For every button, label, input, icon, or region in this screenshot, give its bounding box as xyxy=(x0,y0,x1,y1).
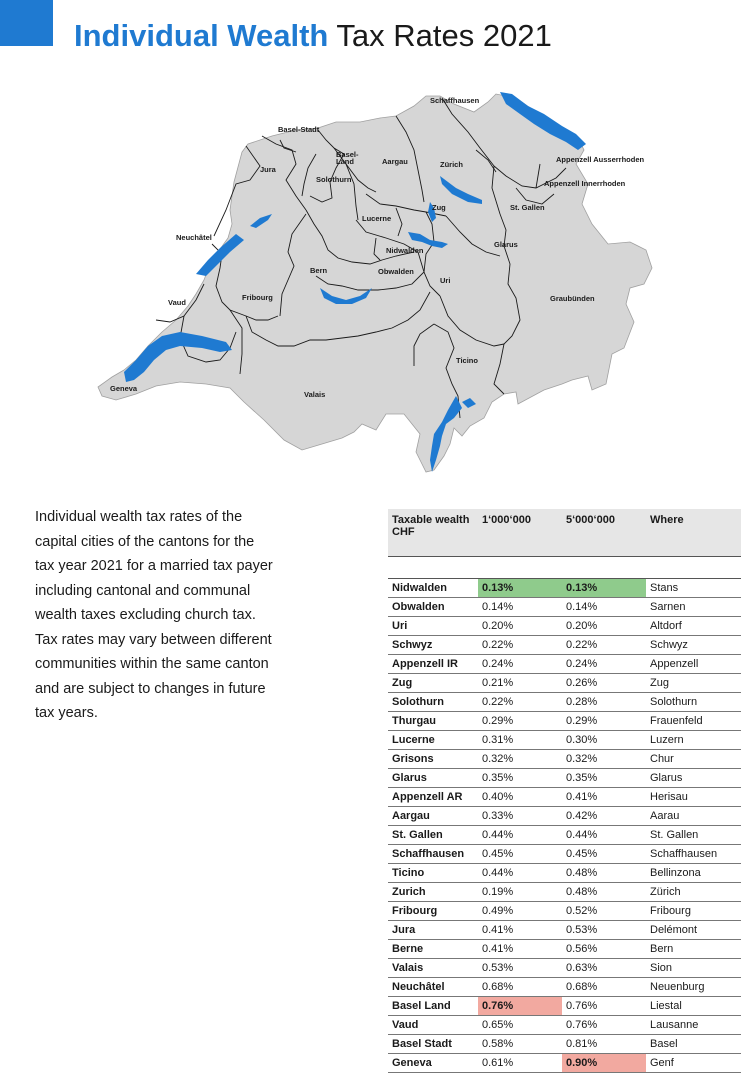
cell-rate-5m: 0.41% xyxy=(562,788,646,807)
cell-rate-5m: 0.53% xyxy=(562,921,646,940)
cell-canton: Geneva xyxy=(388,1054,478,1073)
cell-rate-5m: 0.90% xyxy=(562,1054,646,1073)
cell-rate-1m: 0.41% xyxy=(478,940,562,959)
cell-where: Solothurn xyxy=(646,693,741,712)
description-text: Individual wealth tax rates of the capital cities of the cantons for the tax year 2021 for a married tax payer including cantonal and communal wealth taxes excluding church tax. Tax rates may vary between different communities within the same canton and are subject to changes in future tax years. xyxy=(35,509,273,721)
cell-rate-5m: 0.44% xyxy=(562,826,646,845)
label-solothurn: Solothurn xyxy=(316,175,352,184)
cell-where: Appenzell xyxy=(646,655,741,674)
cell-where: Aarau xyxy=(646,807,741,826)
cell-rate-5m: 0.81% xyxy=(562,1035,646,1054)
table-row xyxy=(388,1054,741,1073)
cell-rate-5m: 0.13% xyxy=(562,579,646,598)
cell-where: Chur xyxy=(646,750,741,769)
table-row xyxy=(388,921,741,940)
cell-where: Basel xyxy=(646,1035,741,1054)
table-row xyxy=(388,826,741,845)
label-obwalden: Obwalden xyxy=(378,267,414,276)
cell-rate-1m: 0.65% xyxy=(478,1016,562,1035)
cell-where: Frauenfeld xyxy=(646,712,741,731)
page-title xyxy=(74,17,552,55)
cell-canton: Zurich xyxy=(388,883,478,902)
header-where: Where xyxy=(646,509,741,557)
table-row xyxy=(388,617,741,636)
cell-rate-5m: 0.32% xyxy=(562,750,646,769)
cell-canton: Grisons xyxy=(388,750,478,769)
table-row xyxy=(388,674,741,693)
label-aargau: Aargau xyxy=(382,157,408,166)
label-zug: Zug xyxy=(432,203,446,212)
cell-rate-5m: 0.22% xyxy=(562,636,646,655)
label-schaffhausen: Schaffhausen xyxy=(430,96,480,105)
cell-rate-1m: 0.35% xyxy=(478,769,562,788)
cell-canton: Neuchâtel xyxy=(388,978,478,997)
header-taxable-wealth: Taxable wealth CHF xyxy=(388,509,478,557)
cell-rate-1m: 0.53% xyxy=(478,959,562,978)
cell-rate-5m: 0.35% xyxy=(562,769,646,788)
cell-where: Bellinzona xyxy=(646,864,741,883)
cell-canton: Schwyz xyxy=(388,636,478,655)
cell-canton: Basel Land xyxy=(388,997,478,1016)
cell-canton: Glarus xyxy=(388,769,478,788)
cell-canton: Obwalden xyxy=(388,598,478,617)
cell-rate-5m: 0.56% xyxy=(562,940,646,959)
cell-rate-5m: 0.63% xyxy=(562,959,646,978)
table-row xyxy=(388,1035,741,1054)
table-row xyxy=(388,655,741,674)
cell-rate-1m: 0.41% xyxy=(478,921,562,940)
cell-where: Sarnen xyxy=(646,598,741,617)
table-row xyxy=(388,769,741,788)
cell-rate-1m: 0.49% xyxy=(478,902,562,921)
label-valais: Valais xyxy=(304,390,326,399)
cell-rate-1m: 0.29% xyxy=(478,712,562,731)
cell-rate-1m: 0.22% xyxy=(478,636,562,655)
cell-rate-1m: 0.19% xyxy=(478,883,562,902)
label-basel-land-1: Basel- xyxy=(336,150,359,159)
cell-canton: St. Gallen xyxy=(388,826,478,845)
cell-rate-5m: 0.76% xyxy=(562,1016,646,1035)
cell-rate-5m: 0.42% xyxy=(562,807,646,826)
cell-rate-1m: 0.21% xyxy=(478,674,562,693)
cell-rate-5m: 0.14% xyxy=(562,598,646,617)
cell-rate-1m: 0.31% xyxy=(478,731,562,750)
cell-canton: Basel Stadt xyxy=(388,1035,478,1054)
table-row xyxy=(388,883,741,902)
label-vaud: Vaud xyxy=(168,298,186,307)
table-row xyxy=(388,1016,741,1035)
title-bold: Individual Wealth xyxy=(74,18,329,53)
cell-where: Delémont xyxy=(646,921,741,940)
label-neuchatel: Neuchâtel xyxy=(176,233,212,242)
table-row xyxy=(388,902,741,921)
label-uri: Uri xyxy=(440,276,451,285)
cell-canton: Schaffhausen xyxy=(388,845,478,864)
cell-rate-1m: 0.20% xyxy=(478,617,562,636)
cell-where: St. Gallen xyxy=(646,826,741,845)
cell-where: Schaffhausen xyxy=(646,845,741,864)
cell-canton: Solothurn xyxy=(388,693,478,712)
cell-where: Genf xyxy=(646,1054,741,1073)
cell-canton: Zug xyxy=(388,674,478,693)
label-nidwalden: Nidwalden xyxy=(386,246,424,255)
cell-canton: Uri xyxy=(388,617,478,636)
cell-canton: Lucerne xyxy=(388,731,478,750)
cell-rate-5m: 0.20% xyxy=(562,617,646,636)
cell-where: Stans xyxy=(646,579,741,598)
label-jura: Jura xyxy=(260,165,276,174)
cell-rate-5m: 0.28% xyxy=(562,693,646,712)
cell-rate-1m: 0.14% xyxy=(478,598,562,617)
cell-where: Zürich xyxy=(646,883,741,902)
table-row xyxy=(388,579,741,598)
cell-where: Glarus xyxy=(646,769,741,788)
cell-canton: Fribourg xyxy=(388,902,478,921)
cell-rate-1m: 0.61% xyxy=(478,1054,562,1073)
cell-rate-5m: 0.29% xyxy=(562,712,646,731)
cell-rate-1m: 0.68% xyxy=(478,978,562,997)
table-row xyxy=(388,845,741,864)
header-1m: 1‘000‘000 xyxy=(478,509,562,557)
cell-where: Luzern xyxy=(646,731,741,750)
cell-where: Altdorf xyxy=(646,617,741,636)
cell-rate-1m: 0.40% xyxy=(478,788,562,807)
table-row xyxy=(388,750,741,769)
table-row xyxy=(388,959,741,978)
cell-rate-1m: 0.24% xyxy=(478,655,562,674)
table-row xyxy=(388,807,741,826)
cell-canton: Valais xyxy=(388,959,478,978)
label-lucerne: Lucerne xyxy=(362,214,392,223)
cell-canton: Ticino xyxy=(388,864,478,883)
label-appenzell-innerrhoden: Appenzell Innerrhoden xyxy=(544,179,626,188)
label-appenzell-ausserrhoden: Appenzell Ausserrhoden xyxy=(556,155,645,164)
cell-canton: Vaud xyxy=(388,1016,478,1035)
label-basel-land-2: Land xyxy=(336,157,354,166)
cell-where: Herisau xyxy=(646,788,741,807)
cell-where: Bern xyxy=(646,940,741,959)
label-zurich: Zürich xyxy=(440,160,463,169)
cell-rate-5m: 0.76% xyxy=(562,997,646,1016)
table-row xyxy=(388,636,741,655)
switzerland-canton-map xyxy=(96,84,656,484)
table-row xyxy=(388,731,741,750)
table-spacer-row xyxy=(388,557,741,579)
label-fribourg: Fribourg xyxy=(242,293,273,302)
label-bern: Bern xyxy=(310,266,328,275)
wealth-tax-table xyxy=(388,509,741,1073)
table-header-row xyxy=(388,509,741,557)
table-row xyxy=(388,598,741,617)
cell-where: Sion xyxy=(646,959,741,978)
cell-rate-1m: 0.76% xyxy=(478,997,562,1016)
cell-rate-5m: 0.52% xyxy=(562,902,646,921)
table-row xyxy=(388,693,741,712)
label-basel-stadt: Basel-Stadt xyxy=(278,125,320,134)
cell-rate-5m: 0.48% xyxy=(562,864,646,883)
cell-rate-1m: 0.45% xyxy=(478,845,562,864)
header-5m: 5‘000‘000 xyxy=(562,509,646,557)
label-geneva: Geneva xyxy=(110,384,138,393)
cell-rate-1m: 0.44% xyxy=(478,826,562,845)
cell-where: Liestal xyxy=(646,997,741,1016)
cell-canton: Aargau xyxy=(388,807,478,826)
cell-canton: Nidwalden xyxy=(388,579,478,598)
cell-rate-5m: 0.30% xyxy=(562,731,646,750)
cell-canton: Jura xyxy=(388,921,478,940)
cell-rate-1m: 0.32% xyxy=(478,750,562,769)
cell-where: Lausanne xyxy=(646,1016,741,1035)
table-row xyxy=(388,712,741,731)
cell-canton: Thurgau xyxy=(388,712,478,731)
cell-rate-1m: 0.22% xyxy=(478,693,562,712)
cell-rate-5m: 0.24% xyxy=(562,655,646,674)
cell-where: Schwyz xyxy=(646,636,741,655)
cell-rate-1m: 0.13% xyxy=(478,579,562,598)
label-glarus: Glarus xyxy=(494,240,518,249)
label-ticino: Ticino xyxy=(456,356,478,365)
label-st-gallen: St. Gallen xyxy=(510,203,545,212)
cell-rate-1m: 0.58% xyxy=(478,1035,562,1054)
cell-where: Fribourg xyxy=(646,902,741,921)
cell-rate-5m: 0.68% xyxy=(562,978,646,997)
cell-where: Zug xyxy=(646,674,741,693)
cell-rate-5m: 0.45% xyxy=(562,845,646,864)
corner-accent-block xyxy=(0,0,53,46)
cell-canton: Appenzell IR xyxy=(388,655,478,674)
cell-rate-5m: 0.48% xyxy=(562,883,646,902)
cell-rate-5m: 0.26% xyxy=(562,674,646,693)
label-graubunden: Graubünden xyxy=(550,294,595,303)
title-rest: Tax Rates 2021 xyxy=(336,18,552,53)
cell-where: Neuenburg xyxy=(646,978,741,997)
cell-rate-1m: 0.33% xyxy=(478,807,562,826)
table-row xyxy=(388,940,741,959)
table-row xyxy=(388,864,741,883)
table-row xyxy=(388,978,741,997)
switzerland-land xyxy=(98,94,652,472)
cell-canton: Berne xyxy=(388,940,478,959)
table-row xyxy=(388,788,741,807)
table-row xyxy=(388,997,741,1016)
cell-canton: Appenzell AR xyxy=(388,788,478,807)
cell-rate-1m: 0.44% xyxy=(478,864,562,883)
